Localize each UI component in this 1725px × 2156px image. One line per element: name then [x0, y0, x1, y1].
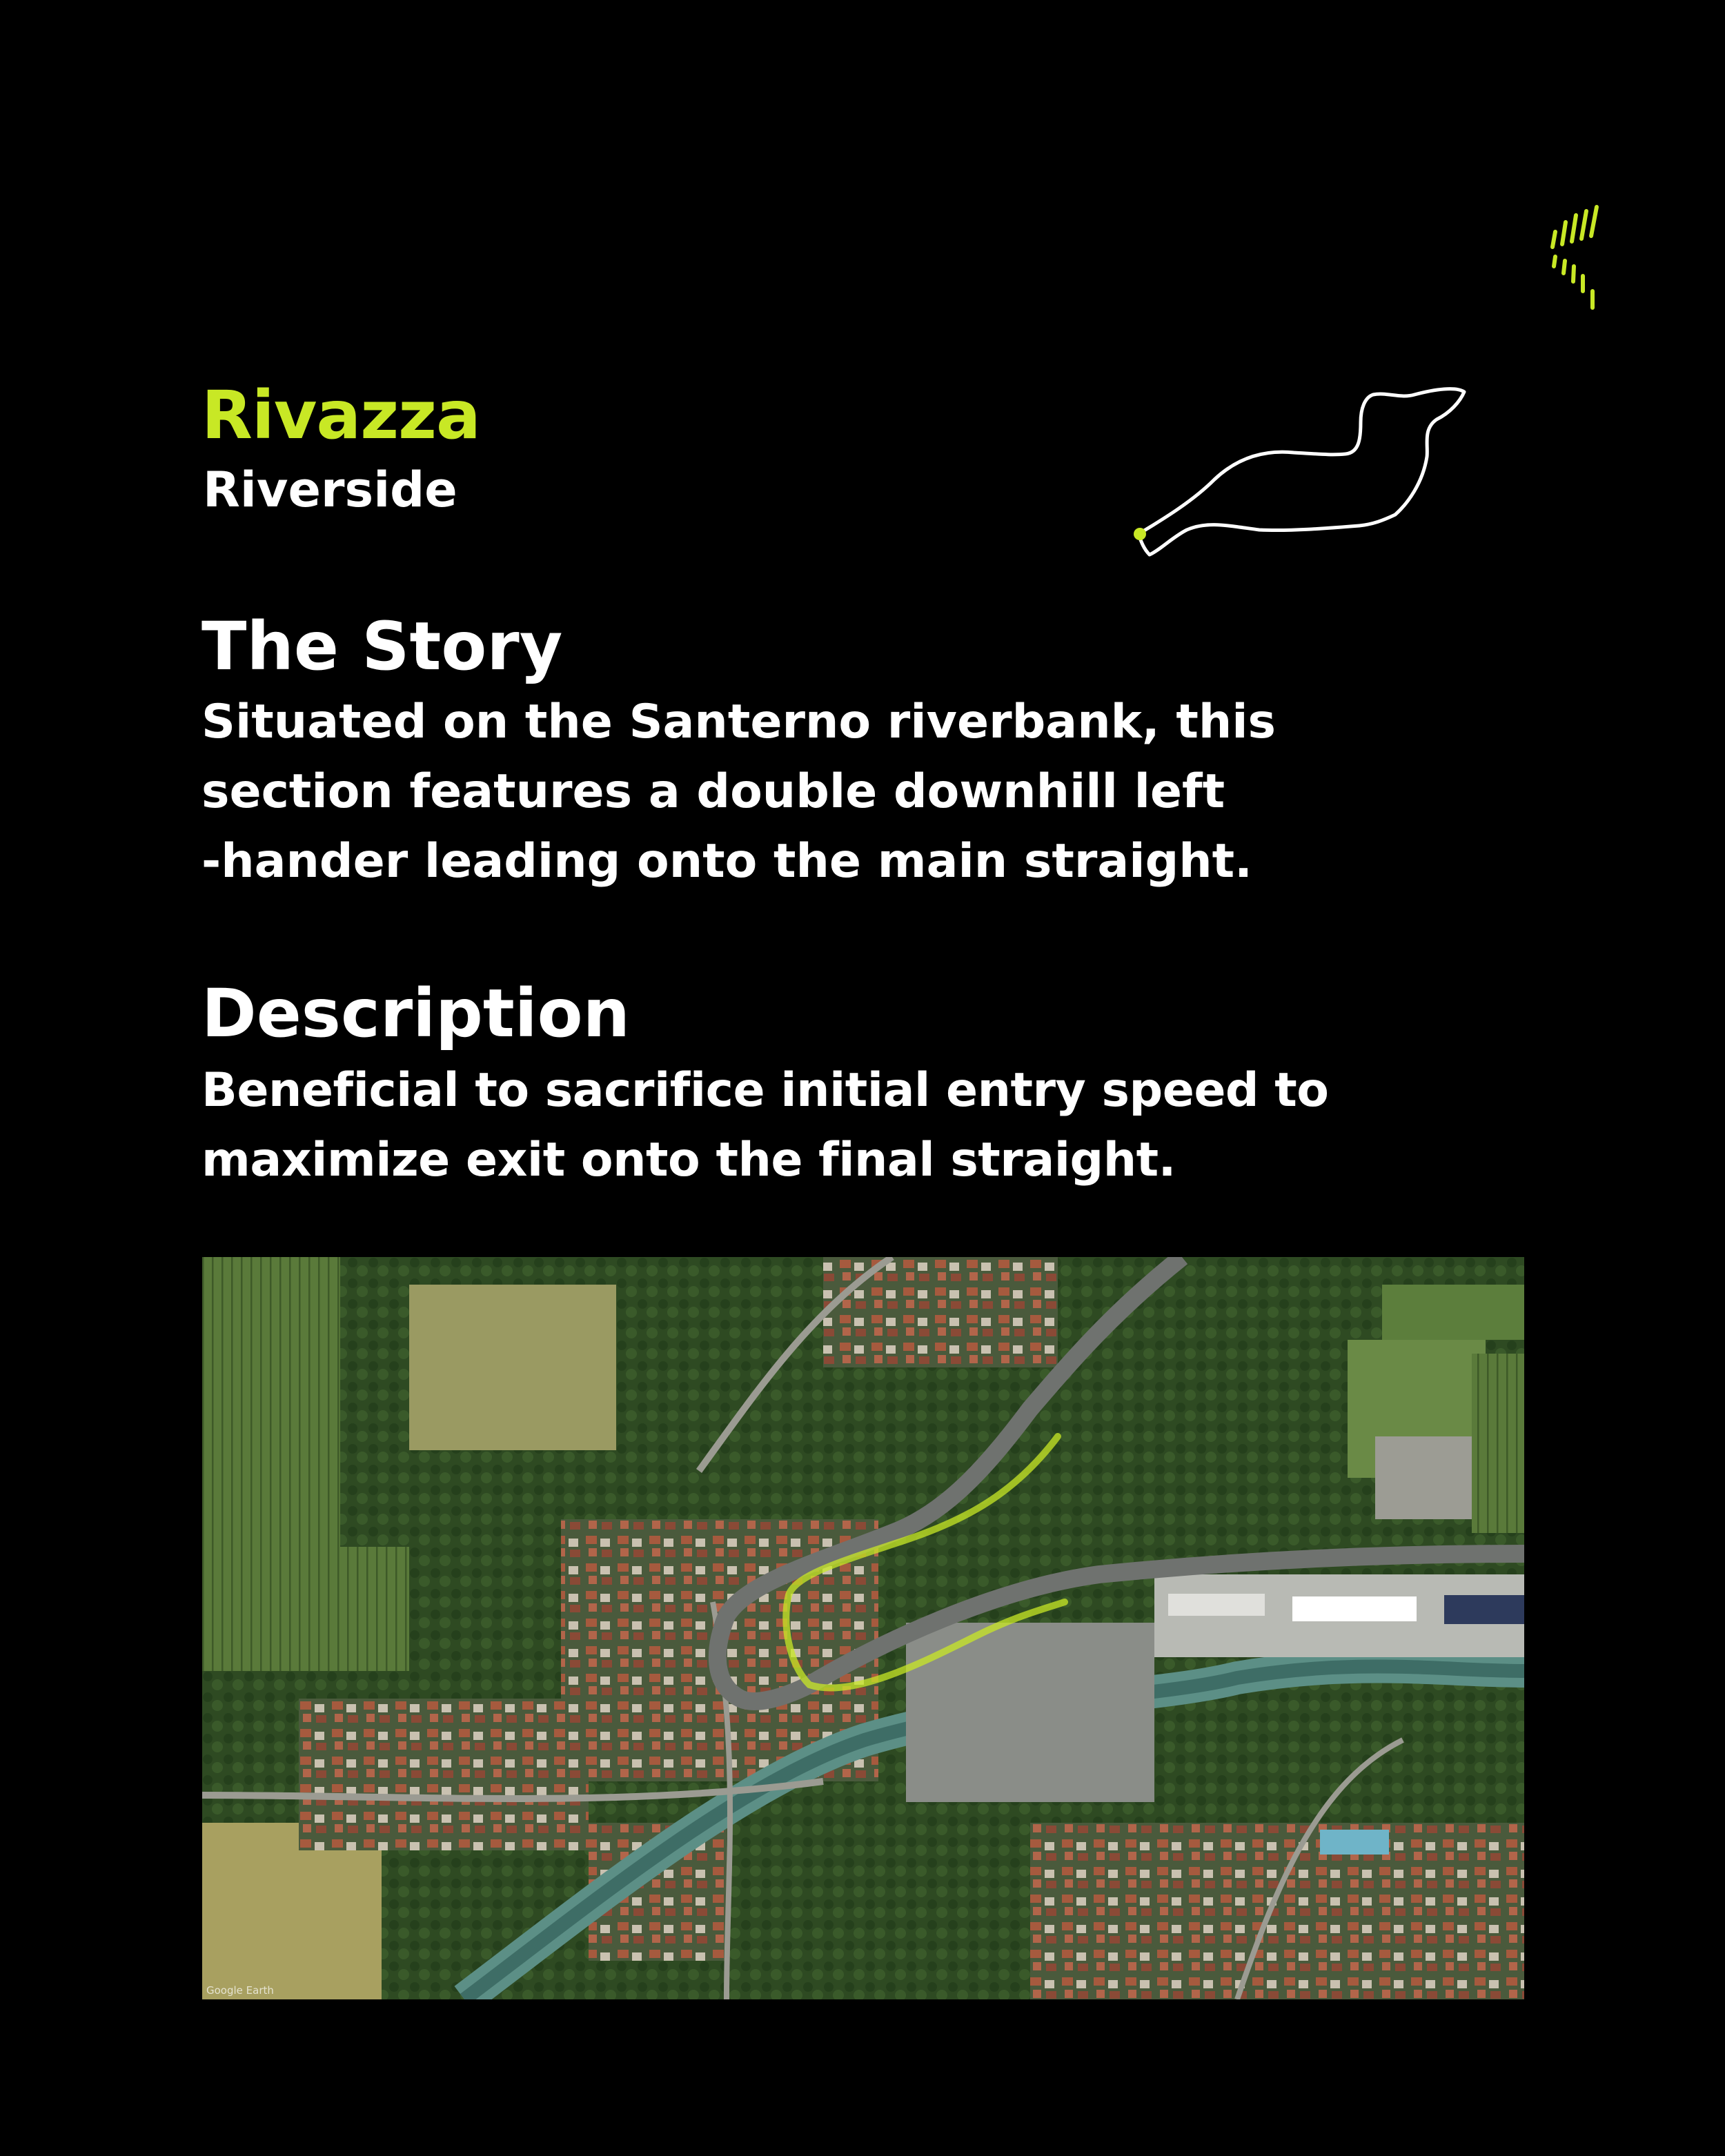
corner-subtitle: Riverside — [203, 462, 457, 518]
story-heading: The Story — [201, 608, 563, 685]
description-heading: Description — [201, 975, 630, 1052]
story-text: Situated on the Santerno riverbank, this section features a double downhill left -hander leading onto the main straight. — [201, 695, 1276, 889]
circuit-outline-icon — [1125, 379, 1470, 566]
aerial-satellite-image — [202, 1257, 1524, 1999]
description-text: Beneficial to sacrifice initial entry speed to maximize exit onto the final straight. — [201, 1063, 1329, 1187]
corner-title: Rivazza — [201, 377, 480, 454]
brand-logo-icon — [1546, 204, 1615, 315]
aerial-watermark: Google Earth — [206, 1984, 274, 1997]
